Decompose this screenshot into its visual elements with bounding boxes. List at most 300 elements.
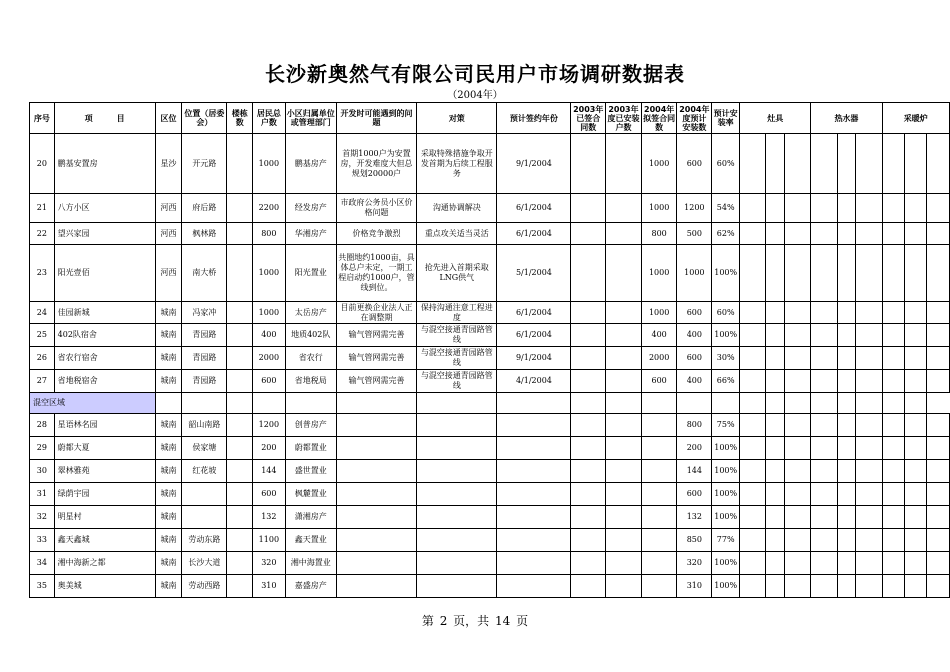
section-row bbox=[30, 393, 950, 414]
table-row bbox=[30, 414, 950, 437]
cell-appliance bbox=[856, 552, 882, 575]
cell-appliance bbox=[837, 134, 856, 194]
cell-sign-date bbox=[497, 529, 571, 552]
cell-problem: 输气管网需完善 bbox=[336, 324, 416, 347]
cell-appliance bbox=[811, 324, 837, 347]
cell-appliance bbox=[927, 414, 950, 437]
cell-install-rate: 100% bbox=[712, 552, 740, 575]
cell-installed-2003 bbox=[606, 575, 642, 598]
cell-signed-2003 bbox=[571, 194, 606, 223]
cell-buildings bbox=[227, 460, 253, 483]
cell-install-rate: 54% bbox=[712, 194, 740, 223]
cell-signed-2003 bbox=[571, 223, 606, 245]
cell-appliance bbox=[785, 245, 811, 302]
cell-strategy: 与混空接通青园路管线 bbox=[417, 347, 497, 370]
cell-sign-date: 9/1/2004 bbox=[497, 347, 571, 370]
cell-appliance bbox=[882, 506, 904, 529]
cell-plan-sign-2004: 1000 bbox=[641, 134, 677, 194]
cell-plan-install-2004: 200 bbox=[677, 437, 712, 460]
cell-plan-sign-2004: 1000 bbox=[641, 245, 677, 302]
cell-households: 1000 bbox=[253, 134, 286, 194]
cell-signed-2003 bbox=[571, 414, 606, 437]
cell-problem bbox=[336, 529, 416, 552]
cell-appliance bbox=[766, 347, 785, 370]
cell-households: 320 bbox=[253, 552, 286, 575]
cell-district: 城南 bbox=[155, 552, 182, 575]
cell-strategy: 沟通协调解决 bbox=[417, 194, 497, 223]
table-body-main bbox=[30, 134, 950, 393]
cell-strategy bbox=[417, 460, 497, 483]
cell-project: 八方小区 bbox=[54, 194, 155, 223]
cell-no: 32 bbox=[30, 506, 55, 529]
cell-appliance bbox=[927, 223, 950, 245]
cell-district: 城南 bbox=[155, 347, 182, 370]
cell-buildings bbox=[227, 194, 253, 223]
table-row bbox=[30, 302, 950, 324]
cell-plan-install-2004: 800 bbox=[677, 414, 712, 437]
cell-location: 侯家塘 bbox=[182, 437, 227, 460]
cell-installed-2003 bbox=[606, 370, 642, 393]
cell-appliance bbox=[740, 245, 766, 302]
cell-signed-2003 bbox=[571, 529, 606, 552]
cell-appliance bbox=[882, 223, 904, 245]
cell-sign-date: 5/1/2004 bbox=[497, 245, 571, 302]
cell-problem bbox=[336, 483, 416, 506]
cell-buildings bbox=[227, 324, 253, 347]
cell-sign-date bbox=[497, 483, 571, 506]
cell-signed-2003 bbox=[571, 506, 606, 529]
cell-appliance bbox=[882, 575, 904, 598]
cell-appliance bbox=[766, 194, 785, 223]
cell-appliance bbox=[811, 245, 837, 302]
cell-no: 20 bbox=[30, 134, 55, 194]
cell-appliance bbox=[856, 460, 882, 483]
cell-signed-2003 bbox=[571, 460, 606, 483]
cell-no: 31 bbox=[30, 483, 55, 506]
cell-buildings bbox=[227, 414, 253, 437]
cell-district: 城南 bbox=[155, 414, 182, 437]
cell-plan-sign-2004 bbox=[641, 529, 677, 552]
cell-appliance bbox=[837, 460, 856, 483]
table-row bbox=[30, 506, 950, 529]
cell-install-rate: 100% bbox=[712, 460, 740, 483]
cell-installed-2003 bbox=[606, 245, 642, 302]
header-owner: 小区归属单位或管理部门 bbox=[285, 103, 336, 134]
cell-appliance bbox=[904, 506, 926, 529]
header-district: 区位 bbox=[155, 103, 182, 134]
cell-location: 青园路 bbox=[182, 324, 227, 347]
header-strategy: 对策 bbox=[417, 103, 497, 134]
cell-appliance bbox=[927, 347, 950, 370]
cell-appliance bbox=[927, 194, 950, 223]
cell-install-rate: 100% bbox=[712, 506, 740, 529]
cell-no: 25 bbox=[30, 324, 55, 347]
cell-install-rate: 75% bbox=[712, 414, 740, 437]
cell-appliance bbox=[856, 245, 882, 302]
cell-strategy bbox=[417, 529, 497, 552]
cell-location: 青园路 bbox=[182, 370, 227, 393]
cell-project: 佳园新城 bbox=[54, 302, 155, 324]
cell-location bbox=[182, 506, 227, 529]
cell-location: 劳动东路 bbox=[182, 529, 227, 552]
cell-households: 2200 bbox=[253, 194, 286, 223]
cell-appliance bbox=[766, 324, 785, 347]
cell-appliance bbox=[882, 460, 904, 483]
cell-plan-sign-2004: 1000 bbox=[641, 302, 677, 324]
cell-sign-date bbox=[497, 437, 571, 460]
cell-appliance bbox=[785, 134, 811, 194]
cell-appliance bbox=[811, 529, 837, 552]
cell-plan-install-2004: 1000 bbox=[677, 245, 712, 302]
cell-project: 星语林名园 bbox=[54, 414, 155, 437]
cell-appliance bbox=[882, 529, 904, 552]
cell-installed-2003 bbox=[606, 552, 642, 575]
cell-strategy bbox=[417, 506, 497, 529]
cell-problem bbox=[336, 575, 416, 598]
cell-appliance bbox=[785, 529, 811, 552]
cell-appliance bbox=[740, 460, 766, 483]
cell-district: 星沙 bbox=[155, 134, 182, 194]
cell-problem bbox=[336, 437, 416, 460]
cell-problem: 输气管网需完善 bbox=[336, 370, 416, 393]
cell-location: 劳动西路 bbox=[182, 575, 227, 598]
cell-district: 河西 bbox=[155, 194, 182, 223]
header-no: 序号 bbox=[30, 103, 55, 134]
cell-appliance bbox=[766, 437, 785, 460]
cell-installed-2003 bbox=[606, 529, 642, 552]
cell-district: 城南 bbox=[155, 529, 182, 552]
page-title: 长沙新奥然气有限公司民用户市场调研数据表 bbox=[265, 62, 685, 86]
cell-signed-2003 bbox=[571, 245, 606, 302]
cell-location: 府后路 bbox=[182, 194, 227, 223]
cell-project: 402队宿舍 bbox=[54, 324, 155, 347]
cell-appliance bbox=[740, 370, 766, 393]
cell-appliance bbox=[740, 347, 766, 370]
cell-sign-date bbox=[497, 506, 571, 529]
header-plan-install-2004: 2004年度预计安装数 bbox=[677, 103, 712, 134]
cell-plan-sign-2004 bbox=[641, 460, 677, 483]
section-region bbox=[30, 393, 950, 414]
cell-installed-2003 bbox=[606, 414, 642, 437]
cell-no: 23 bbox=[30, 245, 55, 302]
cell-buildings bbox=[227, 529, 253, 552]
cell-installed-2003 bbox=[606, 460, 642, 483]
cell-appliance bbox=[882, 483, 904, 506]
cell-strategy bbox=[417, 483, 497, 506]
cell-install-rate: 77% bbox=[712, 529, 740, 552]
table-row bbox=[30, 347, 950, 370]
cell-buildings bbox=[227, 134, 253, 194]
cell-appliance bbox=[882, 194, 904, 223]
cell-plan-install-2004: 400 bbox=[677, 324, 712, 347]
cell-appliance bbox=[856, 223, 882, 245]
cell-plan-install-2004: 850 bbox=[677, 529, 712, 552]
cell-no: 24 bbox=[30, 302, 55, 324]
cell-plan-sign-2004: 2000 bbox=[641, 347, 677, 370]
cell-appliance bbox=[882, 245, 904, 302]
cell-project: 绿荫宇园 bbox=[54, 483, 155, 506]
cell-no: 21 bbox=[30, 194, 55, 223]
cell-sign-date bbox=[497, 460, 571, 483]
header-stove: 灶具 bbox=[740, 103, 811, 134]
cell-problem: 共圈地约1000亩，具体总户未定，一期工程启动约1000户，管线到位。 bbox=[336, 245, 416, 302]
cell-district: 城南 bbox=[155, 302, 182, 324]
cell-appliance bbox=[927, 529, 950, 552]
cell-installed-2003 bbox=[606, 506, 642, 529]
table-row bbox=[30, 552, 950, 575]
footer-prefix: 第 bbox=[421, 614, 434, 628]
cell-households: 144 bbox=[253, 460, 286, 483]
cell-owner: 盛世置业 bbox=[285, 460, 336, 483]
cell-appliance bbox=[927, 370, 950, 393]
cell-location bbox=[182, 483, 227, 506]
cell-owner: 创普房产 bbox=[285, 414, 336, 437]
cell-problem: 价格竞争激烈 bbox=[336, 223, 416, 245]
cell-appliance bbox=[904, 324, 926, 347]
cell-project: 阳光壹佰 bbox=[54, 245, 155, 302]
cell-appliance bbox=[811, 194, 837, 223]
cell-owner: 省农行 bbox=[285, 347, 336, 370]
cell-appliance bbox=[927, 245, 950, 302]
cell-appliance bbox=[740, 483, 766, 506]
header-sign-date: 预计签约年份 bbox=[497, 103, 571, 134]
subtitle: （2004年） bbox=[447, 90, 503, 101]
cell-problem: 市政府公务员小区价格问题 bbox=[336, 194, 416, 223]
cell-appliance bbox=[785, 575, 811, 598]
cell-appliance bbox=[740, 194, 766, 223]
cell-plan-install-2004: 132 bbox=[677, 506, 712, 529]
cell-install-rate: 100% bbox=[712, 324, 740, 347]
cell-plan-sign-2004: 600 bbox=[641, 370, 677, 393]
cell-appliance bbox=[811, 506, 837, 529]
cell-buildings bbox=[227, 437, 253, 460]
cell-sign-date: 6/1/2004 bbox=[497, 324, 571, 347]
cell-project: 湘中海新之都 bbox=[54, 552, 155, 575]
table-row bbox=[30, 194, 950, 223]
cell-signed-2003 bbox=[571, 370, 606, 393]
cell-appliance bbox=[927, 575, 950, 598]
header-households: 居民总户数 bbox=[253, 103, 286, 134]
cell-project: 望兴家园 bbox=[54, 223, 155, 245]
cell-appliance bbox=[837, 370, 856, 393]
cell-appliance bbox=[927, 552, 950, 575]
cell-appliance bbox=[740, 506, 766, 529]
cell-appliance bbox=[904, 552, 926, 575]
cell-appliance bbox=[856, 414, 882, 437]
cell-installed-2003 bbox=[606, 324, 642, 347]
header-problem: 开发时可能遇到的问题 bbox=[336, 103, 416, 134]
cell-plan-install-2004: 310 bbox=[677, 575, 712, 598]
cell-owner: 鑫天置业 bbox=[285, 529, 336, 552]
cell-no: 34 bbox=[30, 552, 55, 575]
cell-appliance bbox=[811, 223, 837, 245]
cell-no: 27 bbox=[30, 370, 55, 393]
cell-no: 30 bbox=[30, 460, 55, 483]
cell-install-rate: 100% bbox=[712, 245, 740, 302]
cell-appliance bbox=[837, 414, 856, 437]
cell-owner: 湘中海置业 bbox=[285, 552, 336, 575]
cell-appliance bbox=[904, 134, 926, 194]
cell-appliance bbox=[785, 414, 811, 437]
cell-location: 南大桥 bbox=[182, 245, 227, 302]
cell-district: 城南 bbox=[155, 437, 182, 460]
cell-appliance bbox=[904, 529, 926, 552]
cell-project: 蔚都大夏 bbox=[54, 437, 155, 460]
footer-mid: 页，共 bbox=[453, 614, 490, 628]
cell-owner: 经发房产 bbox=[285, 194, 336, 223]
cell-no: 26 bbox=[30, 347, 55, 370]
cell-appliance bbox=[904, 483, 926, 506]
cell-appliance bbox=[904, 370, 926, 393]
cell-appliance bbox=[904, 437, 926, 460]
cell-appliance bbox=[904, 347, 926, 370]
cell-plan-sign-2004 bbox=[641, 506, 677, 529]
cell-district: 城南 bbox=[155, 370, 182, 393]
cell-strategy bbox=[417, 414, 497, 437]
cell-appliance bbox=[856, 506, 882, 529]
cell-district: 城南 bbox=[155, 460, 182, 483]
cell-households: 132 bbox=[253, 506, 286, 529]
cell-appliance bbox=[785, 347, 811, 370]
table-row bbox=[30, 437, 950, 460]
cell-no: 29 bbox=[30, 437, 55, 460]
cell-signed-2003 bbox=[571, 324, 606, 347]
cell-appliance bbox=[811, 575, 837, 598]
cell-appliance bbox=[882, 370, 904, 393]
cell-owner: 省地税局 bbox=[285, 370, 336, 393]
cell-plan-sign-2004 bbox=[641, 552, 677, 575]
cell-location: 青园路 bbox=[182, 347, 227, 370]
cell-appliance bbox=[766, 529, 785, 552]
cell-project: 省地税宿舍 bbox=[54, 370, 155, 393]
table-row bbox=[30, 460, 950, 483]
cell-installed-2003 bbox=[606, 437, 642, 460]
cell-appliance bbox=[766, 575, 785, 598]
cell-appliance bbox=[927, 324, 950, 347]
cell-strategy bbox=[417, 575, 497, 598]
cell-appliance bbox=[856, 347, 882, 370]
cell-plan-sign-2004 bbox=[641, 437, 677, 460]
cell-sign-date bbox=[497, 414, 571, 437]
cell-project: 明星村 bbox=[54, 506, 155, 529]
cell-appliance bbox=[740, 324, 766, 347]
cell-households: 600 bbox=[253, 370, 286, 393]
cell-appliance bbox=[740, 437, 766, 460]
cell-owner: 枫麓置业 bbox=[285, 483, 336, 506]
cell-appliance bbox=[856, 529, 882, 552]
cell-project: 省农行宿舍 bbox=[54, 347, 155, 370]
cell-install-rate: 30% bbox=[712, 347, 740, 370]
cell-plan-install-2004: 1200 bbox=[677, 194, 712, 223]
cell-households: 1200 bbox=[253, 414, 286, 437]
table-row bbox=[30, 134, 950, 194]
cell-households: 200 bbox=[253, 437, 286, 460]
cell-appliance bbox=[740, 302, 766, 324]
cell-location: 开元路 bbox=[182, 134, 227, 194]
header-project: 项 目 bbox=[54, 103, 155, 134]
cell-appliance bbox=[904, 223, 926, 245]
cell-appliance bbox=[856, 437, 882, 460]
cell-installed-2003 bbox=[606, 483, 642, 506]
footer-suffix: 页 bbox=[516, 614, 529, 628]
cell-appliance bbox=[740, 134, 766, 194]
cell-appliance bbox=[904, 414, 926, 437]
cell-plan-install-2004: 400 bbox=[677, 370, 712, 393]
cell-installed-2003 bbox=[606, 194, 642, 223]
table-body-region bbox=[30, 414, 950, 598]
cell-households: 600 bbox=[253, 483, 286, 506]
cell-appliance bbox=[927, 460, 950, 483]
cell-appliance bbox=[882, 414, 904, 437]
cell-installed-2003 bbox=[606, 134, 642, 194]
cell-plan-install-2004: 600 bbox=[677, 347, 712, 370]
cell-plan-sign-2004: 800 bbox=[641, 223, 677, 245]
cell-buildings bbox=[227, 552, 253, 575]
cell-plan-install-2004: 144 bbox=[677, 460, 712, 483]
cell-appliance bbox=[856, 575, 882, 598]
cell-owner: 潇湘房产 bbox=[285, 506, 336, 529]
cell-appliance bbox=[766, 506, 785, 529]
cell-appliance bbox=[766, 460, 785, 483]
table-row bbox=[30, 324, 950, 347]
cell-strategy: 与混空接通青园路管线 bbox=[417, 324, 497, 347]
cell-appliance bbox=[837, 506, 856, 529]
cell-plan-install-2004: 600 bbox=[677, 134, 712, 194]
cell-appliance bbox=[811, 370, 837, 393]
cell-appliance bbox=[882, 302, 904, 324]
cell-appliance bbox=[740, 529, 766, 552]
cell-problem: 首期1000户为安置房，开发难度大但总规划20000户 bbox=[336, 134, 416, 194]
cell-households: 310 bbox=[253, 575, 286, 598]
cell-sign-date: 6/1/2004 bbox=[497, 194, 571, 223]
cell-appliance bbox=[837, 437, 856, 460]
cell-install-rate: 100% bbox=[712, 437, 740, 460]
footer-page: 2 bbox=[439, 614, 448, 628]
cell-appliance bbox=[882, 324, 904, 347]
cell-appliance bbox=[811, 437, 837, 460]
cell-appliance bbox=[904, 302, 926, 324]
cell-sign-date: 6/1/2004 bbox=[497, 223, 571, 245]
table-row bbox=[30, 529, 950, 552]
cell-strategy: 保持沟通注意工程进度 bbox=[417, 302, 497, 324]
cell-buildings bbox=[227, 575, 253, 598]
cell-appliance bbox=[837, 575, 856, 598]
cell-project: 鹏基安置房 bbox=[54, 134, 155, 194]
header-install-rate: 预计安装率 bbox=[712, 103, 740, 134]
cell-appliance bbox=[837, 223, 856, 245]
cell-no: 35 bbox=[30, 575, 55, 598]
cell-appliance bbox=[766, 483, 785, 506]
cell-district: 城南 bbox=[155, 324, 182, 347]
cell-signed-2003 bbox=[571, 347, 606, 370]
cell-buildings bbox=[227, 245, 253, 302]
cell-appliance bbox=[766, 223, 785, 245]
cell-signed-2003 bbox=[571, 483, 606, 506]
cell-appliance bbox=[766, 552, 785, 575]
section-label: 混空区域 bbox=[30, 393, 156, 414]
cell-households: 1100 bbox=[253, 529, 286, 552]
cell-appliance bbox=[766, 302, 785, 324]
cell-buildings bbox=[227, 483, 253, 506]
cell-appliance bbox=[811, 460, 837, 483]
cell-appliance bbox=[856, 370, 882, 393]
cell-owner: 地质402队 bbox=[285, 324, 336, 347]
table-row bbox=[30, 575, 950, 598]
cell-plan-install-2004: 600 bbox=[677, 483, 712, 506]
cell-install-rate: 100% bbox=[712, 575, 740, 598]
cell-strategy: 与混空接通青园路管线 bbox=[417, 370, 497, 393]
cell-owner: 华湘房产 bbox=[285, 223, 336, 245]
